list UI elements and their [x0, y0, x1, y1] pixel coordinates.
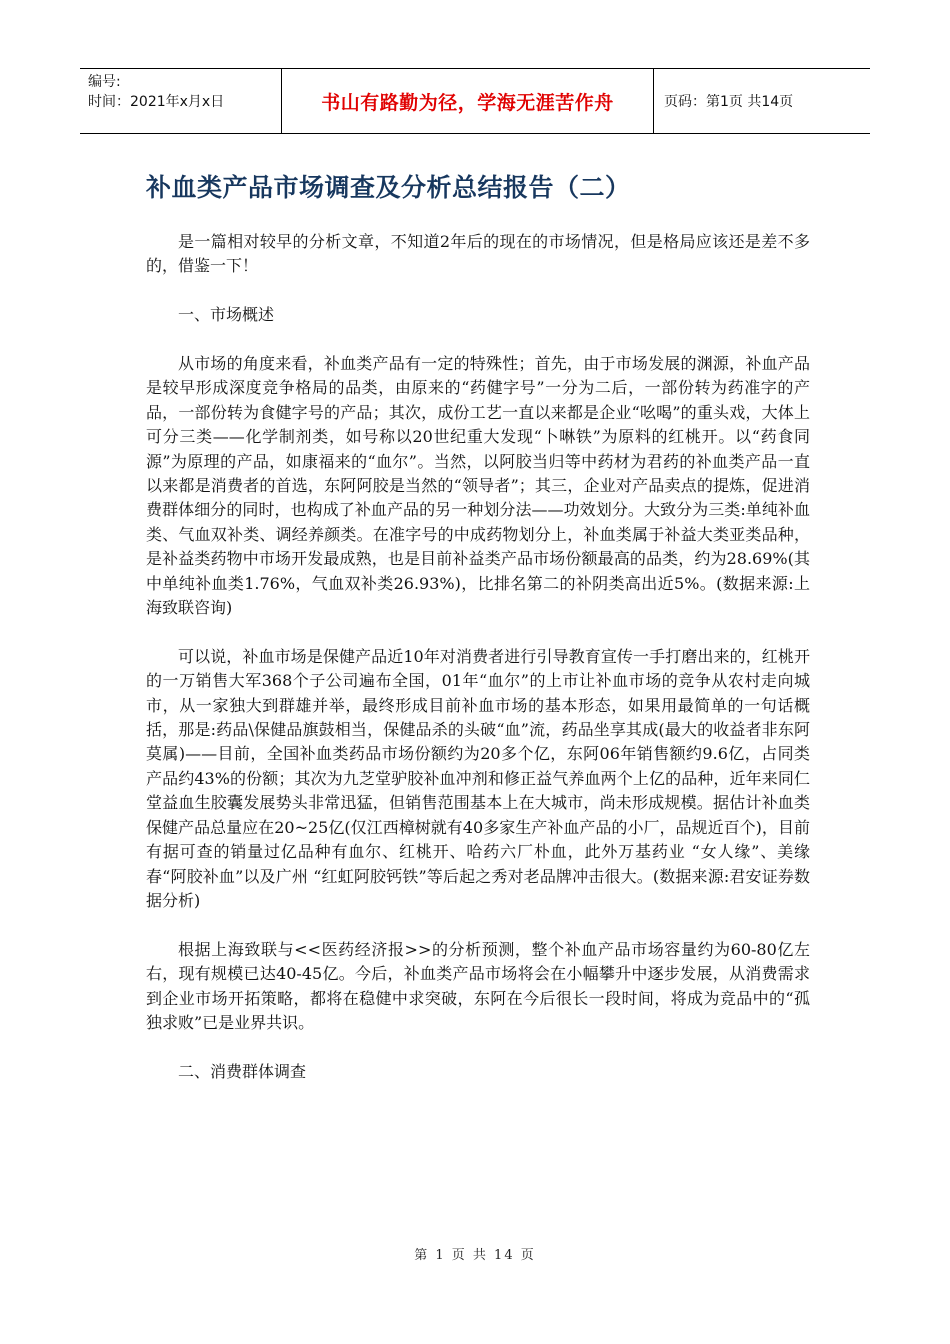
document-title: 补血类产品市场调查及分析总结报告（二） [146, 173, 631, 202]
page-header [80, 68, 870, 134]
header-meta [80, 69, 281, 133]
body-paragraph: 可以说，补血市场是保健产品近10年对消费者进行引导教育宣传一手打磨出来的，红桃开的一万销售大军368个子公司遍布全国，01年“血尔”的上市让补血市场的竞争从农村走向城市，从一家独大到群雄并举，最终形成目前补血市场的基本形态，如果用最简单的一句话概括，那是:药品\保健品旗鼓相当，保健品杀的头破“血”流，药品坐享其成(最大的收益者非东阿莫属)——目前，全国补血类药品市场份额约为20多个亿，东阿06年销售额约9.6亿，占同类产品约43%的份额；其次为九芝堂驴胶补血冲剂和修正益气养血两个上亿的品种，近年来同仁堂益血生胶囊发展势头非常迅猛，但销售范围基本上在大城市，尚未形成规模。据估计补血类保健产品总量应在20~25亿(仅江西樟树就有40多家生产补血产品的小厂，品规近百个)，目前有据可查的销量过亿品种有血尔、红桃开、哈药六厂朴血，此外万基药业 “女人缘”、美缘春“阿胶补血”以及广州 “红虹阿胶钙铁”等后起之秀对老品牌冲击很大。(数据来源:君安证券数据分析) [146, 646, 810, 910]
header-page-number: 页码：第1页 共14页 [664, 94, 794, 110]
header-motto: 书山有路勤为径，学海无涯苦作舟 [281, 69, 654, 133]
intro-paragraph: 是一篇相对较早的分析文章，不知道2年后的现在的市场情况，但是格局应该还是差不多的，借鉴一下！ [146, 232, 810, 276]
date-label: 时间：2021年x月x日 [88, 94, 225, 110]
body-paragraph: 从市场的角度来看，补血类产品有一定的特殊性；首先，由于市场发展的渊源，补血产品是较早形成深度竞争格局的品类，由原来的“药健字号”一分为二后，一部份转为药准字的产品，一部份转为食健字号的产品；其次，成份工艺一直以来都是企业“吆喝”的重头戏，大体上可分三类——化学制剂类，如号称以20世纪重大发现“卜啉铁”为原料的红桃开。以“药食同源”为原理的产品，如康福来的“血尔”。当然，以阿胶当归等中药材为君药的补血类产品一直以来都是消费者的首选，东阿阿胶是当然的“领导者”；其三，企业对产品卖点的提炼，促进消费群体细分的同时，也构成了补血产品的另一种划分法——功效划分。大致分为三类:单纯补血类、气血双补类、调经养颜类。在准字号的中成药物划分上，补血类属于补益大类亚类品种，是补益类药物中市场开发最成熟，也是目前补益类产品市场份额最高的品类，约为28.69%(其中单纯补血类1.76%，气血双补类26.93%)，比排名第二的补阴类高出近5%。(数据来源:上海致联咨询) [146, 354, 810, 618]
body-paragraph: 根据上海致联与<<医药经济报>>的分析预测，整个补血产品市场容量约为60-80亿左右，现有规模已达40-45亿。今后，补血类产品市场将会在小幅攀升中逐步发展，从消费需求到企业市场开拓策略，都将在稳健中求突破，东阿在今后很长一段时间，将成为竞品中的“孤独求败”已是业界共识。 [146, 939, 810, 1032]
section-heading-market-overview: 一、市场概述 [178, 305, 275, 325]
page-footer: 第 1 页 共 14 页 [414, 1248, 536, 1263]
document-body [146, 230, 810, 1109]
section-heading-consumer-survey: 二、消费群体调查 [178, 1061, 307, 1081]
serial-number-label: 编号: [88, 74, 121, 90]
